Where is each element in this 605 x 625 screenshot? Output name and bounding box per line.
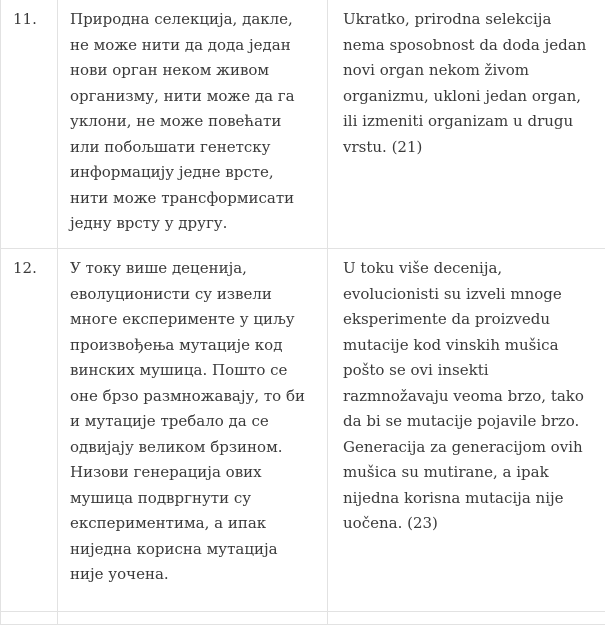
row-number: 11. — [13, 10, 37, 28]
table-row — [1, 249, 605, 612]
row-number-cell — [1, 0, 58, 249]
empty-cell — [328, 612, 605, 625]
empty-cell — [1, 612, 58, 625]
cyrillic-text-cell — [58, 249, 328, 612]
cyrillic-text-cell — [58, 0, 328, 249]
cyrillic-text: У току више деценија, еволуционисти су извели многе експерименте у циљу произвођења мутације код винских мушица. Пошто се оне брзо размножавају, то би и мутације требало да се одвијају великом брзином. Низови генерација ових мушица подвргнути су експериментима, а ипак ниједна корисна мутација није уочена. — [70, 256, 315, 588]
row-number: 12. — [13, 259, 37, 277]
empty-cell — [58, 612, 328, 625]
table-row — [1, 0, 605, 249]
latin-text-cell — [328, 0, 605, 249]
cyrillic-text: Природна селекција, дакле, не може нити да дода један нови орган неком живом организму, нити може да га уклони, не може повећати или побољшати генетску информацију једне врсте, нити може трансформисати једну врсту у другу. — [70, 7, 315, 237]
latin-text: U toku više decenija, evolucionisti su izveli mnoge eksperimente da proizvedu mutacije kod vinskih mušica pošto se ovi insekti razmnožavaju veoma brzo, tako da bi se mutacije pojavile brzo. Generacija za generacijom ovih mušica su mutirane, a ipak nijedna korisna mutacija nije uočena. (23) — [343, 256, 595, 537]
latin-text-cell — [328, 249, 605, 612]
latin-text: Ukratko, prirodna selekcija nema sposobnost da doda jedan novi organ nekom živom organizmu, ukloni jedan organ, ili izmeniti organizam u drugu vrstu. (21) — [343, 7, 595, 160]
row-number-cell — [1, 249, 58, 612]
table-row — [1, 612, 605, 625]
